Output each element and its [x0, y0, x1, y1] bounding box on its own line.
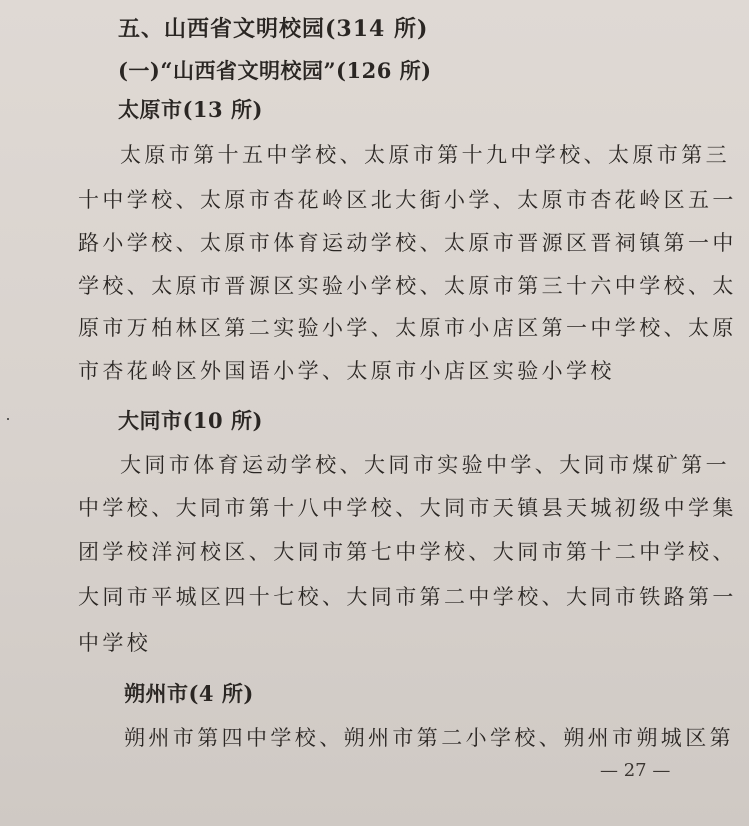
speck-mark: [7, 418, 9, 420]
text-line: 路小学校、太原市体育运动学校、太原市晋源区晋祠镇第一中: [78, 231, 737, 255]
text-line: 市杏花岭区外国语小学、太原市小店区实验小学校: [78, 359, 615, 383]
subsection-heading: (一)“山西省文明校园”(126 所): [118, 58, 432, 83]
text-line: 大同市平城区四十七校、大同市第二中学校、大同市铁路第一: [78, 585, 737, 609]
text-line: 中学校、大同市第十八中学校、大同市天镇县天城初级中学集: [78, 496, 737, 520]
text-line: 十中学校、太原市杏花岭区北大街小学、太原市杏花岭区五一: [78, 188, 737, 212]
section-heading: 五、山西省文明校园(314 所): [118, 16, 429, 42]
text-line: 大同市体育运动学校、大同市实验中学、大同市煤矿第一: [120, 453, 730, 477]
text-line: 团学校洋河校区、大同市第七中学校、大同市第十二中学校、: [78, 540, 737, 564]
text-line: 原市万柏林区第二实验小学、太原市小店区第一中学校、太原: [78, 316, 737, 340]
page-number: — 27 —: [600, 760, 671, 781]
city-heading-shuozhou: 朔州市(4 所): [124, 681, 254, 706]
text-line: 太原市第十五中学校、太原市第十九中学校、太原市第三: [120, 143, 730, 167]
text-line: 学校、太原市晋源区实验小学校、太原市第三十六中学校、太: [78, 274, 737, 298]
city-heading-taiyuan: 太原市(13 所): [118, 97, 263, 122]
text-line: 朔州市第四中学校、朔州市第二小学校、朔州市朔城区第: [124, 726, 734, 750]
text-line: 中学校: [78, 631, 152, 655]
city-heading-datong: 大同市(10 所): [118, 408, 263, 433]
